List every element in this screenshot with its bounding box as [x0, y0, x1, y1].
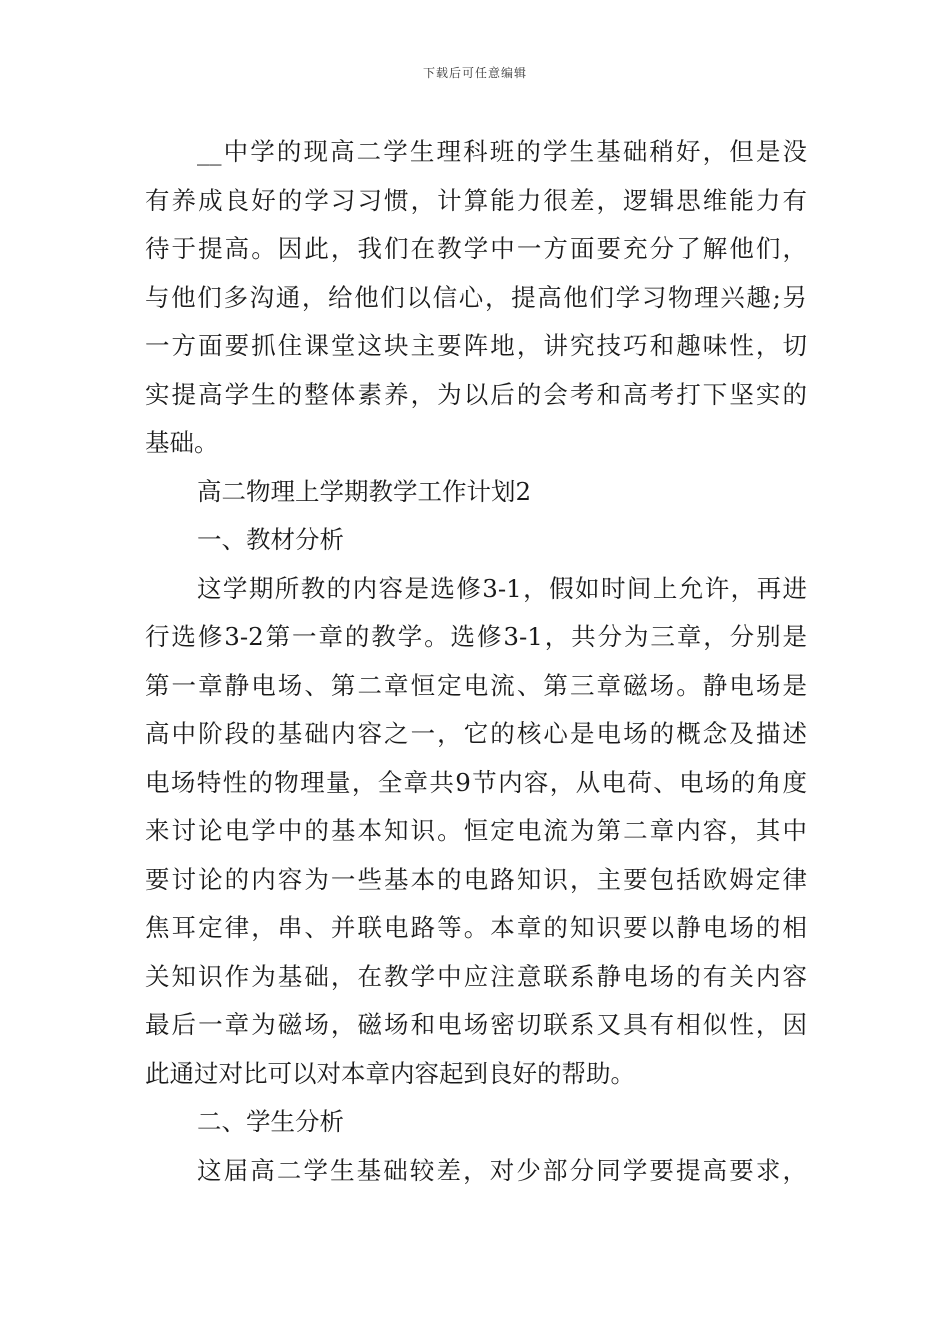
text-line: 一、教材分析 [197, 525, 344, 554]
text-line: 此通过对比可以对本章内容起到良好的帮助。 [145, 1058, 635, 1088]
text-line: 这届高二学生基础较差，对少部分同学要提高要求， [197, 1155, 807, 1185]
text-line: 二、学生分析 [197, 1107, 344, 1136]
text-line: 高二物理上学期教学工作计划2 [197, 476, 532, 506]
text-line: 第一章静电场、第二章恒定电流、第三章磁场。静电场是 [145, 670, 807, 700]
text-line: 电场特性的物理量，全章共9节内容，从电荷、电场的角度 [145, 767, 807, 797]
document-body [145, 128, 807, 1195]
text-line: 基础。 [145, 428, 219, 457]
text-line: 焦耳定律，串、并联电路等。本章的知识要以静电场的相 [145, 913, 807, 942]
text-line: 有养成良好的学习习惯，计算能力很差，逻辑思维能力有 [145, 185, 807, 215]
text-line: 实提高学生的整体素养，为以后的会考和高考打下坚实的 [145, 379, 807, 409]
text-line: 最后一章为磁场，磁场和电场密切联系又具有相似性，因 [145, 1010, 807, 1039]
text-line: 高中阶段的基础内容之一，它的核心是电场的概念及描述 [145, 719, 807, 748]
text-line: 关知识作为基础，在教学中应注意联系静电场的有关内容 [145, 961, 807, 991]
text-line: 来讨论电学中的基本知识。恒定电流为第二章内容，其中 [145, 816, 807, 845]
text-line: 行选修3-2第一章的教学。选修3-1，共分为三章，分别是 [145, 622, 807, 651]
text-line: 与他们多沟通，给他们以信心，提高他们学习物理兴趣;另 [145, 282, 807, 312]
text-line: 待于提高。因此，我们在教学中一方面要充分了解他们， [145, 234, 807, 263]
text-line: 一方面要抓住课堂这块主要阵地，讲究技巧和趣味性，切 [145, 331, 807, 360]
page-header: 下载后可任意编辑 [422, 66, 527, 80]
text-line: 这学期所教的内容是选修3-1，假如时间上允许，再进 [197, 573, 807, 603]
text-line: 要讨论的内容为一些基本的电路知识，主要包括欧姆定律 [145, 864, 807, 894]
text-line: __中学的现高二学生理科班的学生基础稍好，但是没 [197, 137, 807, 166]
